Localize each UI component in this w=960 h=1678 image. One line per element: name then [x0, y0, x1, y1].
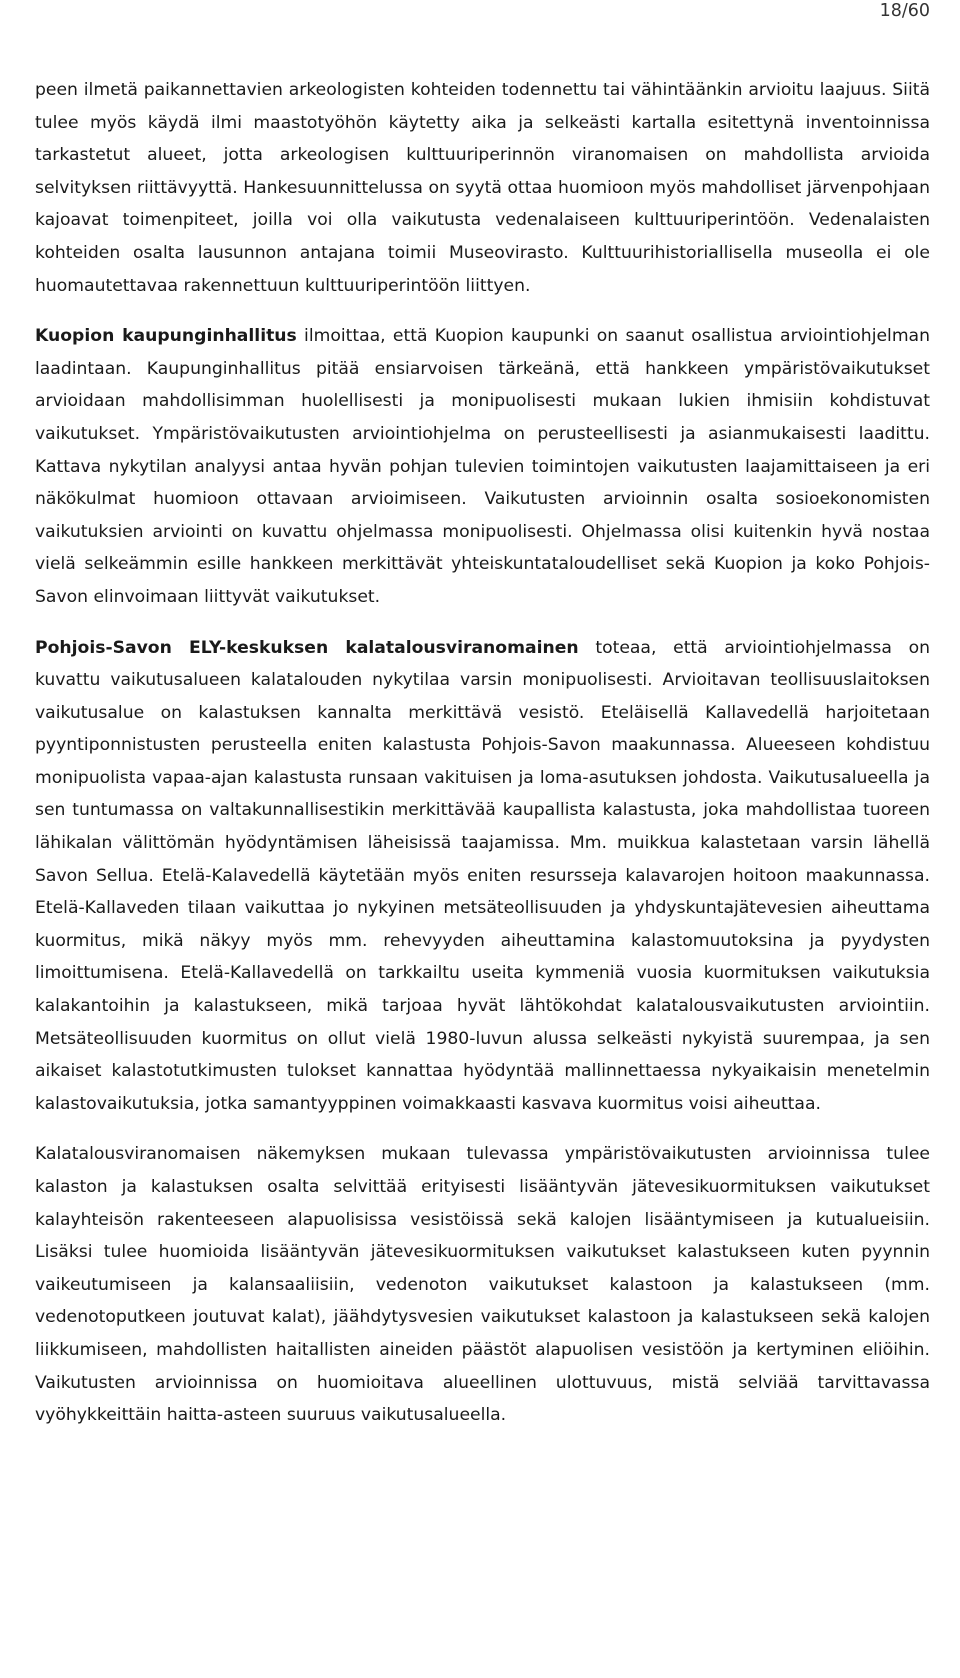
paragraph-fisheries-view	[35, 1138, 930, 1431]
paragraph-text: Kalatalousviranomaisen näkemyksen mukaan tulevassa ympäristövaikutusten arvioinnissa tulee kalaston ja kalastuksen osalta selvittää erityisesti lisääntyvän jätevesikuormituksen vaikutukset kalayhteisön rakenteeseen alapuolisissa vesistöissä sekä kalojen lisääntymiseen ja kutualueisiin. Lisäksi tulee huomioida lisääntyvän jätevesikuormituksen vaikutukset kalastukseen kuten pyynnin vaikeutumiseen ja kalansaaliisiin, vedenoton vaikutukset kalastoon ja kalastukseen (mm. vedenotoputkeen joutuvat kalat), jäähdytysvesien vaikutukset kalastoon ja kalastukseen sekä kalojen liikkumiseen, mahdollisten haitallisten aineiden päästöt alapuolisen vesistöön ja kertyminen eliöihin. Vaikutusten arvioinnissa on huomioitava alueellinen ulottuvuus, mistä selviää tarvittavassa vyöhykkeittäin haitta-asteen suuruus vaikutusalueella.	[35, 1144, 930, 1426]
paragraph-archaeology	[35, 74, 930, 302]
page-number: 18/60	[879, 1, 930, 21]
paragraph-lead: Pohjois-Savon ELY-keskuksen kalatalousviranomainen	[35, 637, 579, 658]
paragraph-kuopio-city-board	[35, 320, 930, 613]
paragraph-text: ilmoittaa, että Kuopion kaupunki on saanut osallistua arviointiohjelman laadintaan. Kaupunginhallitus pitää ensiarvoisen tärkeänä, että hankkeen ympäristövaikutukset arvioidaan mahdollisimman huolellisesti ja monipuolisesti mukaan lukien ihmisiin kohdistuvat vaikutukset. Ympäristövaikutusten arviointiohjelma on perusteellisesti ja asianmukaisesti laadittu. Kattava nykytilan analyysi antaa hyvän pohjan tulevien toimintojen vaikutusten laajamittaiseen ja eri näkökulmat huomioon ottavaan arvioimiseen. Vaikutusten arvioinnin osalta sosioekonomisten vaikutuksien arviointi on kuvattu ohjelmassa monipuolisesti. Ohjelmassa olisi kuitenkin hyvä nostaa vielä selkeämmin esille hankkeen merkittävät yhteiskuntataloudelliset sekä Kuopion ja koko Pohjois-Savon elinvoimaan liittyvät vaikutukset.	[35, 326, 930, 607]
paragraph-text: peen ilmetä paikannettavien arkeologisten kohteiden todennettu tai vähintäänkin arvioitu laajuus. Siitä tulee myös käydä ilmi maastotyöhön käytetty aika ja selkeästi kartalla esitettynä inventoinnissa tarkastetut alueet, jotta arkeologisen kulttuuriperinnön viranomaisen on mahdollista arvioida selvityksen riittävyyttä. Hankesuunnittelussa on syytä ottaa huomioon myös mahdolliset järvenpohjaan kajoavat toimenpiteet, joilla voi olla vaikutusta vedenalaiseen kulttuuriperintöön. Vedenalaisten kohteiden osalta lausunnon antajana toimii Museovirasto. Kulttuurihistoriallisella museolla ei ole huomautettavaa rakennettuun kulttuuriperintöön liittyen.	[35, 80, 930, 296]
paragraph-lead: Kuopion kaupunginhallitus	[35, 326, 297, 347]
paragraph-text: toteaa, että arviointiohjelmassa on kuvattu vaikutusalueen kalatalouden nykytilaa varsin monipuolisesti. Arvioitavan teollisuuslaitoksen vaikutusalue on kalastuksen kannalta merkittävä vesistö. Eteläisellä Kallavedellä harjoitetaan pyyntiponnistusten perusteella eniten kalastusta Pohjois-Savon maakunnassa. Alueeseen kohdistuu monipuolista vapaa-ajan kalastusta runsaan vakituisen ja loma-asutuksen johdosta. Vaikutusalueella ja sen tuntumassa on valtakunnallisestikin merkittävää kaupallista kalastusta, joka mahdollistaa tuoreen lähikalan välittömän hyödyntämisen läheisissä taajamissa. Mm. muikkua kalastetaan varsin lähellä Savon Sellua. Etelä-Kalavedellä käytetään myös eniten resursseja kalavarojen hoitoon maakunnassa. Etelä-Kallaveden tilaan vaikuttaa jo nykyinen metsäteollisuuden ja yhdyskuntajätevesien aiheuttama kuormitus, mikä näkyy myös mm. rehevyyden aiheuttamina kalastomuutoksina ja pyydysten limoittumisena. Etelä-Kallavedellä on tarkkailtu useita kymmeniä vuosia kuormituksen vaikutuksia kalakantoihin ja kalastukseen, mikä tarjoaa hyvät lähtökohdat kalatalousvaikutusten arviointiin. Metsäteollisuuden kuormitus on ollut vielä 1980-luvun alussa selkeästi nykyistä suurempaa, ja sen aikaiset kalastotutkimusten tulokset kannattaa hyödyntää mallinnettaessa nykyaikaisin menetelmin kalastovaikutuksia, jotka samantyyppinen voimakkaasti kasvava kuormitus voisi aiheuttaa.	[35, 637, 930, 1114]
paragraph-ely-fisheries	[35, 632, 930, 1121]
document-body	[35, 74, 930, 1432]
